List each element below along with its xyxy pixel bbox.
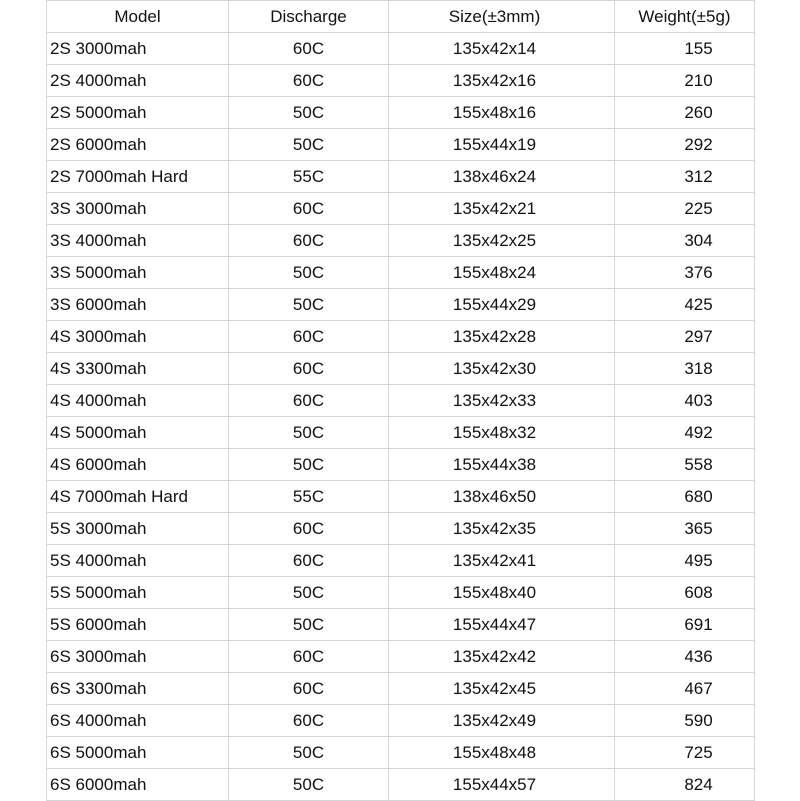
- table-row: [47, 769, 755, 801]
- cell-discharge: 50C: [229, 737, 389, 769]
- cell-model: 4S 5000mah: [47, 417, 229, 449]
- cell-size: 135x42x16: [389, 65, 615, 97]
- cell-weight: 495: [615, 545, 755, 577]
- cell-discharge: 60C: [229, 65, 389, 97]
- table-header: [47, 1, 755, 33]
- cell-weight: 425: [615, 289, 755, 321]
- cell-size: 135x42x49: [389, 705, 615, 737]
- cell-size: 155x44x19: [389, 129, 615, 161]
- battery-spec-table: [46, 0, 755, 801]
- cell-discharge: 60C: [229, 225, 389, 257]
- cell-weight: 225: [615, 193, 755, 225]
- cell-discharge: 60C: [229, 321, 389, 353]
- cell-discharge: 60C: [229, 673, 389, 705]
- cell-weight: 155: [615, 33, 755, 65]
- cell-model: 4S 7000mah Hard: [47, 481, 229, 513]
- cell-size: 138x46x50: [389, 481, 615, 513]
- cell-size: 135x42x42: [389, 641, 615, 673]
- table-row: [47, 481, 755, 513]
- cell-model: 6S 3000mah: [47, 641, 229, 673]
- cell-weight: 376: [615, 257, 755, 289]
- cell-model: 3S 4000mah: [47, 225, 229, 257]
- cell-discharge: 50C: [229, 417, 389, 449]
- cell-model: 2S 4000mah: [47, 65, 229, 97]
- cell-weight: 691: [615, 609, 755, 641]
- cell-discharge: 60C: [229, 193, 389, 225]
- cell-model: 3S 6000mah: [47, 289, 229, 321]
- cell-discharge: 60C: [229, 641, 389, 673]
- cell-model: 6S 3300mah: [47, 673, 229, 705]
- cell-weight: 297: [615, 321, 755, 353]
- cell-size: 155x44x29: [389, 289, 615, 321]
- cell-size: 135x42x21: [389, 193, 615, 225]
- cell-model: 5S 3000mah: [47, 513, 229, 545]
- table-row: [47, 417, 755, 449]
- cell-size: 135x42x41: [389, 545, 615, 577]
- cell-discharge: 60C: [229, 33, 389, 65]
- cell-size: 155x48x24: [389, 257, 615, 289]
- cell-weight: 680: [615, 481, 755, 513]
- cell-discharge: 55C: [229, 161, 389, 193]
- cell-weight: 824: [615, 769, 755, 801]
- table-row: [47, 705, 755, 737]
- cell-size: 155x44x38: [389, 449, 615, 481]
- table-row: [47, 193, 755, 225]
- cell-discharge: 60C: [229, 513, 389, 545]
- table-body: [47, 33, 755, 801]
- cell-model: 5S 5000mah: [47, 577, 229, 609]
- cell-discharge: 50C: [229, 577, 389, 609]
- cell-weight: 318: [615, 353, 755, 385]
- cell-model: 3S 3000mah: [47, 193, 229, 225]
- table-row: [47, 641, 755, 673]
- table-row: [47, 513, 755, 545]
- table-row: [47, 161, 755, 193]
- cell-weight: 492: [615, 417, 755, 449]
- table-row: [47, 385, 755, 417]
- cell-weight: 292: [615, 129, 755, 161]
- cell-weight: 210: [615, 65, 755, 97]
- cell-discharge: 55C: [229, 481, 389, 513]
- cell-discharge: 50C: [229, 289, 389, 321]
- cell-model: 5S 4000mah: [47, 545, 229, 577]
- cell-model: 2S 5000mah: [47, 97, 229, 129]
- table-row: [47, 353, 755, 385]
- cell-weight: 558: [615, 449, 755, 481]
- header-size: Size(±3mm): [389, 1, 615, 33]
- cell-size: 155x44x57: [389, 769, 615, 801]
- table-row: [47, 545, 755, 577]
- cell-size: 135x42x35: [389, 513, 615, 545]
- table-row: [47, 449, 755, 481]
- header-weight: Weight(±5g): [615, 1, 755, 33]
- cell-size: 155x48x48: [389, 737, 615, 769]
- table-row: [47, 129, 755, 161]
- cell-model: 2S 7000mah Hard: [47, 161, 229, 193]
- table-row: [47, 257, 755, 289]
- header-model: Model: [47, 1, 229, 33]
- cell-size: 135x42x33: [389, 385, 615, 417]
- cell-weight: 436: [615, 641, 755, 673]
- table-row: [47, 33, 755, 65]
- cell-weight: 312: [615, 161, 755, 193]
- cell-size: 135x42x14: [389, 33, 615, 65]
- header-row: [47, 1, 755, 33]
- cell-model: 6S 5000mah: [47, 737, 229, 769]
- cell-discharge: 50C: [229, 257, 389, 289]
- cell-weight: 304: [615, 225, 755, 257]
- cell-model: 4S 4000mah: [47, 385, 229, 417]
- cell-model: 6S 4000mah: [47, 705, 229, 737]
- cell-size: 135x42x28: [389, 321, 615, 353]
- cell-discharge: 50C: [229, 609, 389, 641]
- cell-size: 155x48x40: [389, 577, 615, 609]
- cell-discharge: 50C: [229, 129, 389, 161]
- cell-discharge: 60C: [229, 705, 389, 737]
- cell-size: 135x42x45: [389, 673, 615, 705]
- cell-model: 2S 6000mah: [47, 129, 229, 161]
- cell-model: 3S 5000mah: [47, 257, 229, 289]
- cell-model: 2S 3000mah: [47, 33, 229, 65]
- cell-size: 155x44x47: [389, 609, 615, 641]
- cell-size: 155x48x32: [389, 417, 615, 449]
- cell-size: 135x42x30: [389, 353, 615, 385]
- cell-weight: 260: [615, 97, 755, 129]
- cell-weight: 365: [615, 513, 755, 545]
- cell-discharge: 60C: [229, 353, 389, 385]
- cell-size: 135x42x25: [389, 225, 615, 257]
- table-row: [47, 65, 755, 97]
- cell-discharge: 50C: [229, 449, 389, 481]
- table-row: [47, 609, 755, 641]
- cell-model: 4S 3300mah: [47, 353, 229, 385]
- table-row: [47, 225, 755, 257]
- cell-model: 6S 6000mah: [47, 769, 229, 801]
- cell-model: 4S 3000mah: [47, 321, 229, 353]
- cell-discharge: 50C: [229, 769, 389, 801]
- table-row: [47, 577, 755, 609]
- cell-model: 5S 6000mah: [47, 609, 229, 641]
- table-row: [47, 289, 755, 321]
- cell-model: 4S 6000mah: [47, 449, 229, 481]
- cell-weight: 608: [615, 577, 755, 609]
- cell-weight: 725: [615, 737, 755, 769]
- cell-discharge: 60C: [229, 385, 389, 417]
- cell-discharge: 60C: [229, 545, 389, 577]
- table-row: [47, 321, 755, 353]
- header-discharge: Discharge: [229, 1, 389, 33]
- cell-size: 155x48x16: [389, 97, 615, 129]
- cell-discharge: 50C: [229, 97, 389, 129]
- table-row: [47, 97, 755, 129]
- cell-size: 138x46x24: [389, 161, 615, 193]
- cell-weight: 403: [615, 385, 755, 417]
- table-row: [47, 737, 755, 769]
- table-row: [47, 673, 755, 705]
- cell-weight: 590: [615, 705, 755, 737]
- cell-weight: 467: [615, 673, 755, 705]
